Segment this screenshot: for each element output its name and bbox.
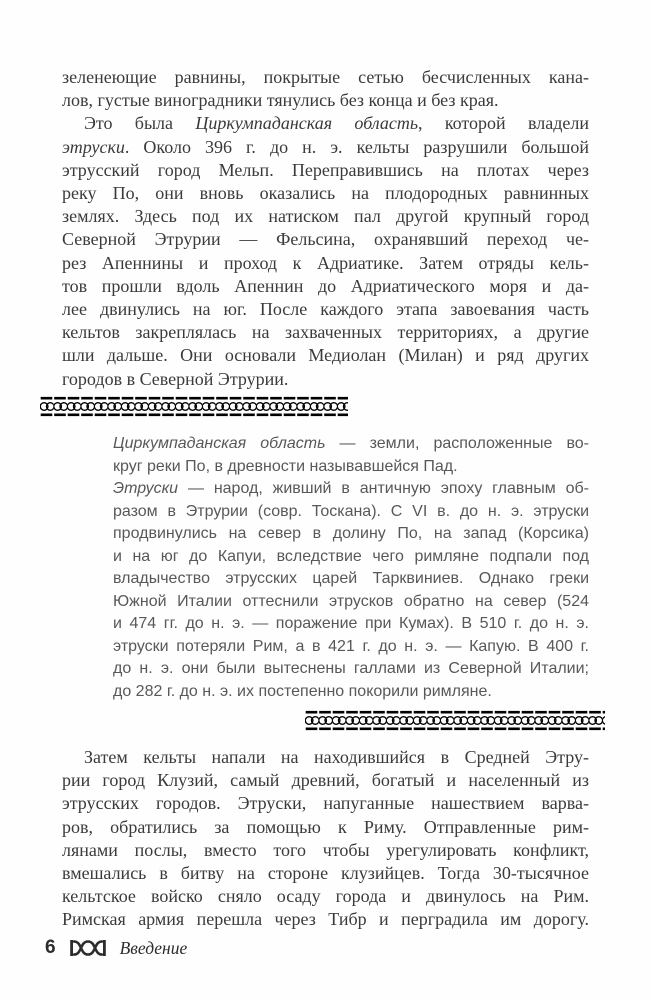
text-line: лее двинулись на юг. После каждого этапа завоевания часть xyxy=(62,299,589,320)
page-footer xyxy=(45,936,187,960)
text-line: тов прошли вдоль Апеннин до Адриатического моря и да- xyxy=(62,275,589,296)
text-line: этруски потеряли Рим, а в 421 г. до н. э. — Капую. В 400 г. xyxy=(113,637,589,655)
text-line: шли дальше. Они основали Медиолан (Милан) и ряд других xyxy=(62,345,589,366)
text-line: продвинулись на север в долину По, на запад (Корсика) xyxy=(113,525,589,542)
glossary-note-block xyxy=(113,433,589,703)
text-line: лов, густые виноградники тянулись без конца и без края. xyxy=(62,90,499,111)
text-line: ров, обратились за помощью к Риму. Отправленные рим- xyxy=(62,816,589,837)
text-line: рез Апеннины и проход к Адриатике. Затем отряды кель- xyxy=(62,252,589,273)
text-line: и 474 гг. до н. э. — поражение при Кумах). В 510 г. до н. э. xyxy=(113,615,589,632)
text-line: зеленеющие равнины, покрытые сетью бесчисленных кана- xyxy=(62,67,589,87)
text-line: кельтское войско сняло осаду города и двинулось на Рим. xyxy=(62,886,589,907)
text-line: рии город Клузий, самый древний, богатый и населенный из xyxy=(62,770,589,791)
text-line: Затем кельты напали на находившийся в Средней Этру- xyxy=(84,747,589,767)
celtic-knot-pattern-icon xyxy=(305,710,605,731)
text-line: до н. э. они были вытеснены галлами из Северной Италии; xyxy=(113,660,589,677)
body-text-top xyxy=(62,66,589,391)
celtic-knot-pattern-icon xyxy=(40,396,348,417)
text-line: кельтов закреплялась на захваченных территориях, а другие xyxy=(62,322,589,343)
text-line: Этруски — народ, живший в античную эпоху главным об- xyxy=(113,480,589,497)
text-line: Северной Этрурии — Фельсина, охранявший переход че- xyxy=(62,229,589,250)
text-line: реку По, они вновь оказались на плодородных равнинных xyxy=(62,183,589,204)
text-line: владычество этрусских царей Тарквиниев. Однако греки xyxy=(113,570,589,587)
celtic-knot-divider-top xyxy=(40,396,348,417)
text-line: землях. Здесь под их натиском пал другой крупный город xyxy=(62,206,589,227)
section-title: Введение xyxy=(119,937,188,958)
text-line: Циркумпаданская область — земли, расположенные во- xyxy=(113,435,589,452)
celtic-knot-icon xyxy=(69,937,107,959)
text-line: круг реки По, в древности называвшейся Пад. xyxy=(113,457,458,475)
page-number: 6 xyxy=(45,937,56,958)
body-text-bottom xyxy=(62,746,589,932)
text-line: и на юг до Капуи, вследствие чего римляне подпали под xyxy=(113,547,589,565)
text-line: до 282 г. до н. э. их постепенно покорили римляне. xyxy=(113,682,492,700)
text-line: городов в Северной Этрурии. xyxy=(62,368,289,389)
text-line: Это была Циркумпаданская область, которой владели xyxy=(84,113,589,134)
celtic-knot-divider-bottom xyxy=(305,710,605,731)
text-line: разом в Этрурии (совр. Тоскана). С VI в. до н. э. этруски xyxy=(113,502,589,520)
text-line: Южной Италии оттеснили этрусков обратно на север (524 xyxy=(113,592,589,610)
text-line: этрусских городов. Этруски, напуганные нашествием варва- xyxy=(62,793,589,814)
text-line: этруски. Около 396 г. до н. э. кельты разрушили большой xyxy=(62,136,589,157)
text-line: вмешались в битву на стороне клузийцев. Тогда 30-тысячное xyxy=(62,863,589,884)
text-line: этрусский город Мельп. Переправившись на плотах через xyxy=(62,159,589,180)
text-line: лянами послы, вместо того чтобы урегулировать конфликт, xyxy=(62,839,589,860)
text-line: Римская армия перешла через Тибр и перградила им дорогу. xyxy=(62,909,589,930)
